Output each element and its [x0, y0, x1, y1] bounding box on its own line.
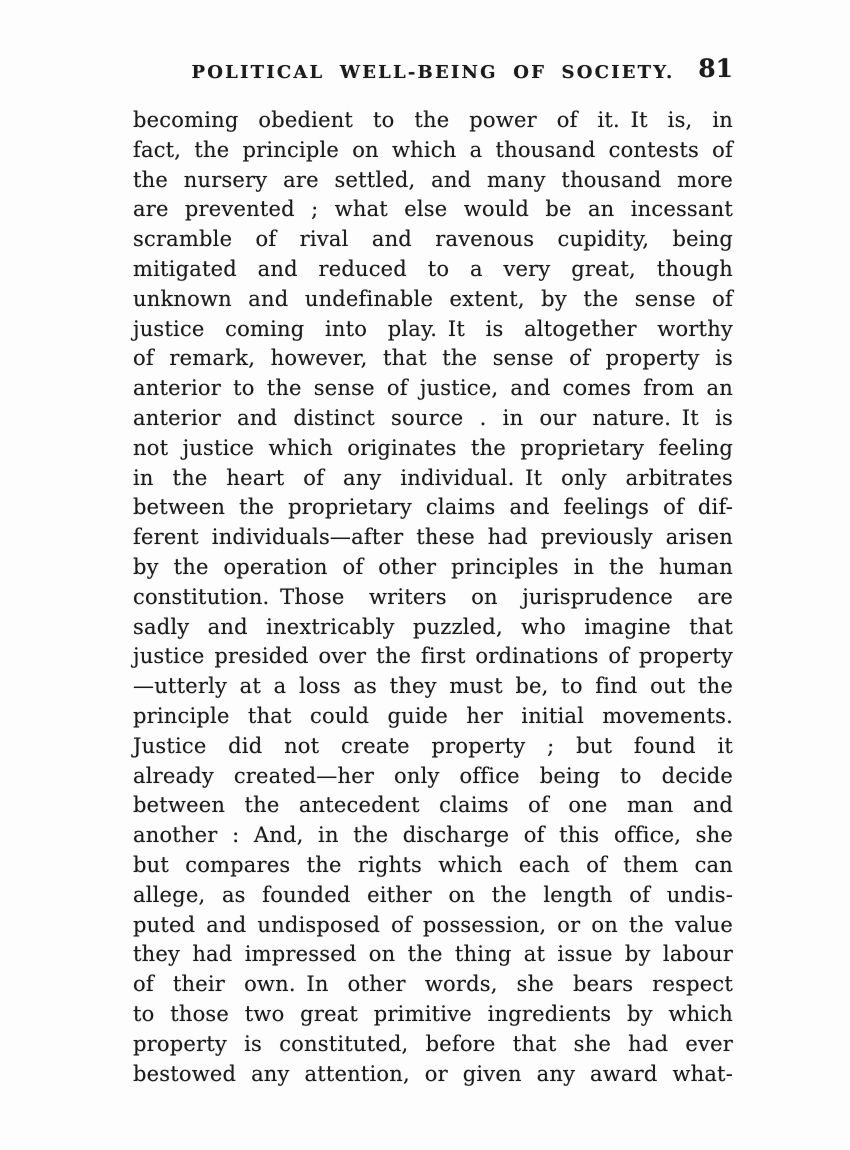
- text-line: justice coming into play. It is altogether worthy: [133, 316, 733, 341]
- page-header: [133, 54, 733, 88]
- text-line: in the heart of any individual. It only arbitrates: [133, 465, 733, 490]
- page-body: [133, 106, 733, 1089]
- text-line: constitution. Those writers on jurisprudence are: [133, 584, 733, 609]
- text-line: fact, the principle on which a thousand contests of: [133, 137, 733, 162]
- text-line: mitigated and reduced to a very great, though: [133, 256, 733, 281]
- running-title: POLITICAL WELL-BEING OF SOCIETY.: [191, 62, 675, 83]
- text-line: —utterly at a loss as they must be, to find out the: [133, 674, 733, 699]
- text-line: becoming obedient to the power of it. It is, in: [133, 108, 733, 132]
- text-line: ferent individuals—after these had previously arisen: [133, 525, 733, 550]
- text-line: the nursery are settled, and many thousand more: [133, 167, 733, 192]
- text-line: anterior and distinct source . in our nature. It is: [133, 405, 733, 430]
- page-number: 81: [698, 54, 733, 83]
- text-line: allege, as founded either on the length of undis-: [133, 882, 733, 907]
- text-line: not justice which originates the proprietary feeling: [133, 435, 733, 460]
- text-line: justice presided over the first ordinations of property: [133, 644, 733, 669]
- text-line: anterior to the sense of justice, and comes from an: [133, 376, 733, 401]
- text-line: puted and undisposed of possession, or on the value: [133, 912, 733, 937]
- text-line: they had impressed on the thing at issue by labour: [133, 942, 733, 967]
- text-line: unknown and undefinable extent, by the sense of: [133, 286, 733, 311]
- text-line: principle that could guide her initial movements.: [133, 703, 733, 728]
- text-line: of remark, however, that the sense of property is: [133, 346, 733, 371]
- text-line: sadly and inextricably puzzled, who imagine that: [133, 614, 733, 639]
- text-line: Justice did not create property ; but found it: [133, 733, 733, 758]
- text-line: already created—her only office being to decide: [133, 763, 733, 788]
- text-line: bestowed any attention, or given any award what-: [133, 1061, 733, 1086]
- text-line: between the proprietary claims and feelings of dif-: [133, 495, 733, 520]
- text-line: but compares the rights which each of them can: [133, 852, 733, 877]
- text-line: by the operation of other principles in the human: [133, 554, 733, 579]
- text-line: to those two great primitive ingredients by which: [133, 1001, 733, 1026]
- text-line: of their own. In other words, she bears respect: [133, 972, 733, 997]
- text-line: are prevented ; what else would be an incessant: [133, 197, 733, 222]
- text-line: between the antecedent claims of one man and: [133, 793, 733, 818]
- text-line: scramble of rival and ravenous cupidity, being: [133, 227, 733, 252]
- text-line: another : And, in the discharge of this office, she: [133, 823, 733, 848]
- text-line: property is constituted, before that she had ever: [133, 1031, 733, 1056]
